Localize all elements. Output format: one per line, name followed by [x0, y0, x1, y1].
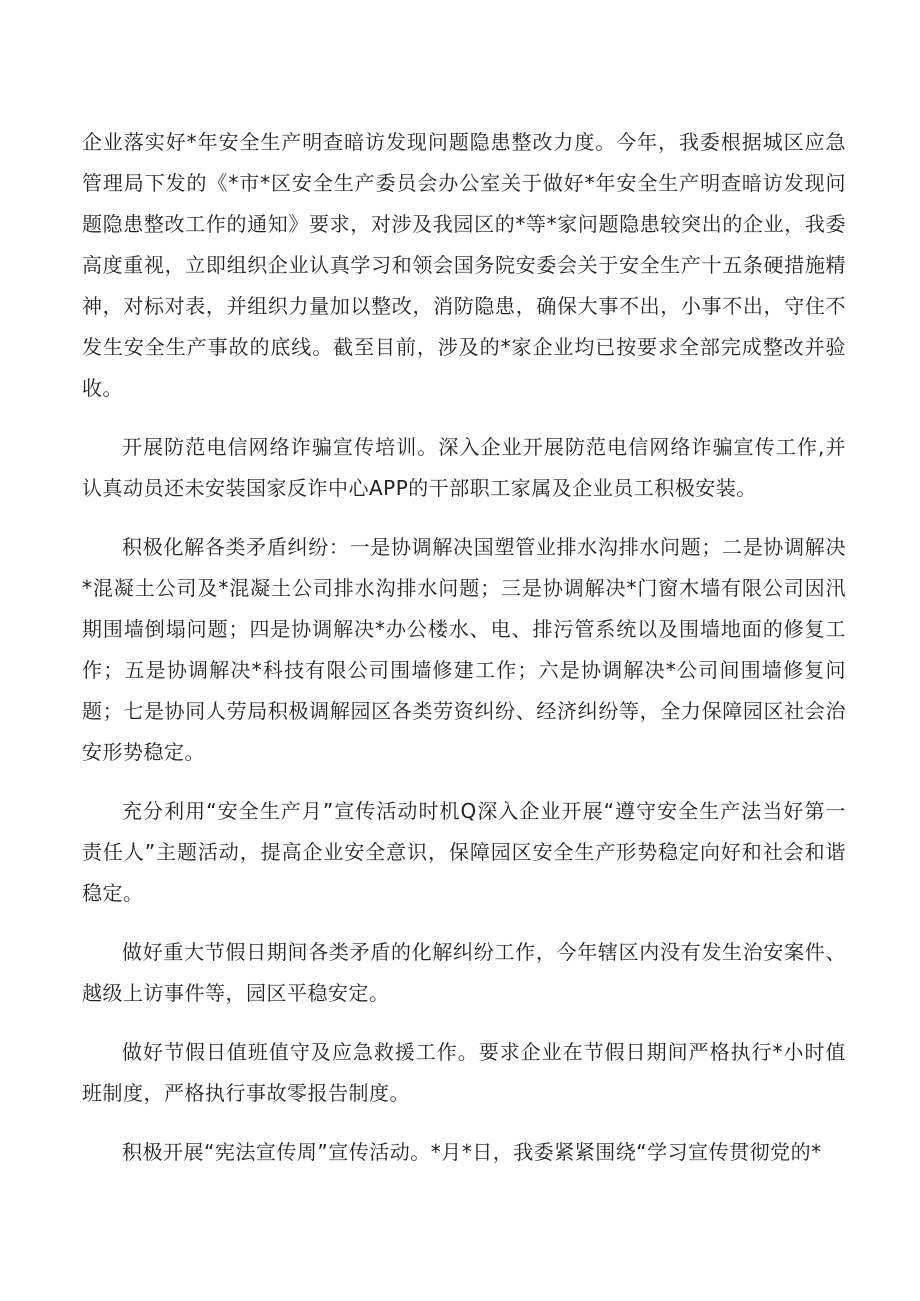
paragraph-rectification: 企业落实好*年安全生产明查暗访发现问题隐患整改力度。今年，我委根据城区应急管理局下发的《*市*区安全生产委员会办公室关于做好*年安全生产明查暗访发现问题隐患整改工作的通知》要求，对涉及我园区的*等*家问题隐患较突出的企业，我委高度重视，立即组织企业认真学习和领会国务院安委会关于安全生产十五条硬措施精神，对标对表，并组织力量加以整改，消防隐患，确保大事不出，小事不出，守住不发生安全生产事故的底线。截至目前，涉及的*家企业均已按要求全部完成整改并验收。 [82, 130, 846, 400]
paragraph-anti-fraud: 开展防范电信网络诈骗宣传培训。深入企业开展防范电信网络诈骗宣传工作,并认真动员还未安装国家反诈中心APP的干部职工家属及企业员工积极安装。 [82, 435, 846, 500]
paragraph-safety-month: 充分利用“安全生产月”宣传活动时机Q深入企业开展“遵守安全生产法当好第一责任人”主题活动，提高企业安全意识，保障园区安全生产形势稳定向好和社会和谐稳定。 [82, 799, 846, 905]
paragraph-constitution-week: 积极开展“宪法宣传周”宣传活动。*月*日，我委紧紧围绕“学习宣传贯彻党的* [122, 1140, 822, 1164]
paragraph-dispute-resolution: 积极化解各类矛盾纠纷：一是协调解决国塑管业排水沟排水问题；二是协调解决*混凝土公司及*混凝土公司排水沟排水问题；三是协调解决*门窗木墙有限公司因汛期围墙倒塌问题；四是协调解决*办公楼水、电、排污管系统以及围墙地面的修复工作；五是协调解决*科技有限公司围墙修建工作；六是协调解决*公司间围墙修复问题；七是协同人劳局积极调解园区各类劳资纠纷、经济纠纷等，全力保障园区社会治安形势稳定。 [82, 535, 846, 764]
paragraph-holiday-duty: 做好节假日值班值守及应急救援工作。要求企业在节假日期间严格执行*小时值班制度，严格执行事故零报告制度。 [82, 1040, 846, 1105]
document-body [82, 122, 846, 1191]
paragraph-holiday-disputes: 做好重大节假日期间各类矛盾的化解纠纷工作，今年辖区内没有发生治安案件、越级上访事件等，园区平稳安定。 [82, 940, 846, 1005]
